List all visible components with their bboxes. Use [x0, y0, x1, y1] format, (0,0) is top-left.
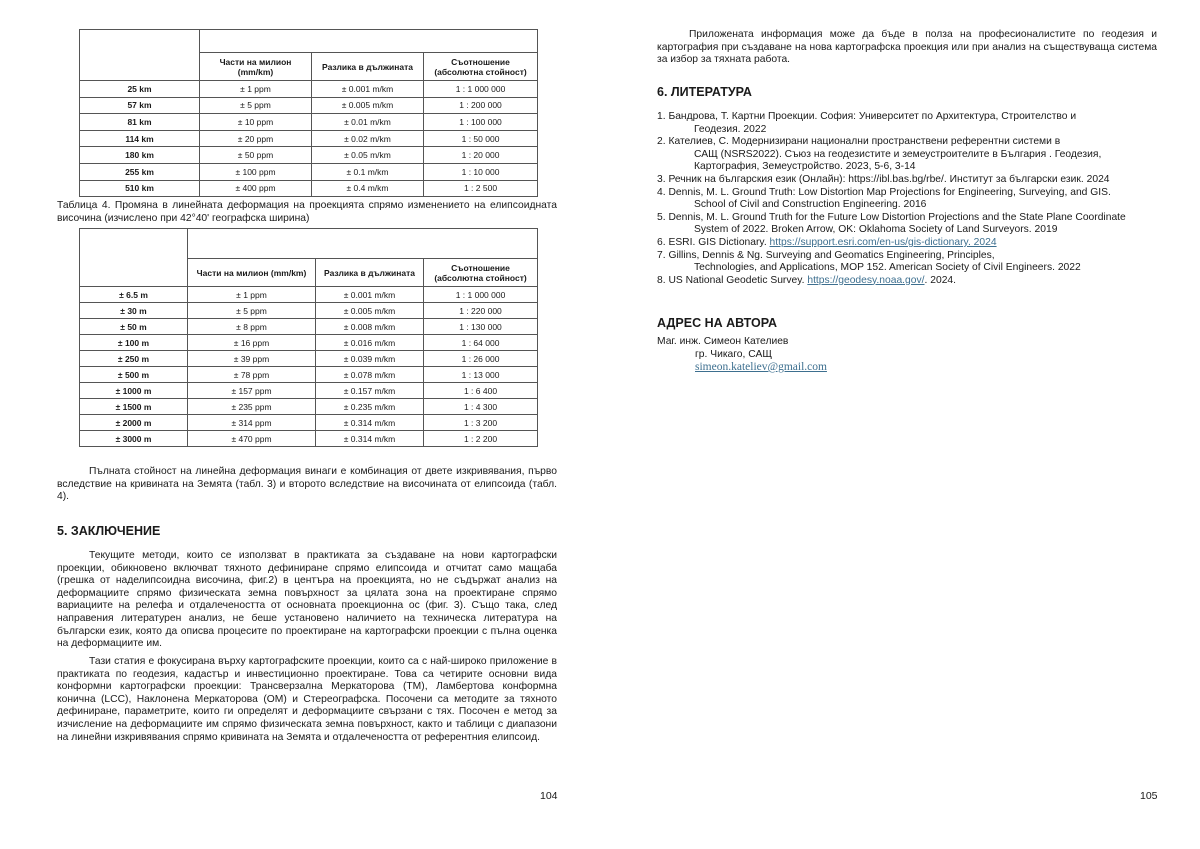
author-city: гр. Чикаго, САЩ	[695, 349, 772, 360]
row-header-cell: ± 1000 m	[80, 383, 188, 399]
reference-text: 6. ESRI. GIS Dictionary.	[657, 236, 770, 248]
table-row	[80, 319, 538, 335]
table-row	[80, 81, 538, 98]
reference-item	[657, 250, 1157, 275]
section-heading: 6. ЛИТЕРАТУРА	[657, 85, 752, 99]
table-cell: 1 : 2 500	[424, 180, 538, 197]
reference-continuation: System of 2022. Broken Arrow, OK: Oklahoma Society of Land Surveyors. 2019	[694, 224, 1058, 236]
body-paragraph: Текущите методи, които се използват в практиката за създаване на нови картографски проекции, обикновено включват тяхното дефиниране спрямо елипсоида и отчитат само мащаба (грешка от наделипсоидна височина, фиг.2) в центъра на проекцията, но не съдържат анализ на деформациите спрямо физическата земна повърхност за цялата зона на проектиране спрямо вариациите на релефа и отдалечеността от основната проекционна ос (фиг. 3). Също така, след направения литературен анализ, не беше установено наличието на техническа литература на български език, която да описва процесите по проектиране на картографски проекции с пълна оценка на деформациите им.	[57, 550, 557, 650]
table-cell: ± 0.005 m/km	[316, 303, 424, 319]
reference-continuation: Геодезия. 2022	[694, 123, 767, 135]
table-cell: 1 : 200 000	[424, 97, 538, 114]
table-cell: ± 0.314 m/km	[316, 431, 424, 447]
table-header: Разлика в дължината	[316, 259, 424, 287]
table-cell: ± 0.1 m/km	[312, 163, 424, 180]
row-header-cell: 255 km	[80, 163, 200, 180]
table-header: Части на милион (mm/km)	[188, 259, 316, 287]
table-cell: 1 : 3 200	[424, 415, 538, 431]
row-header-cell: 57 km	[80, 97, 200, 114]
table-row	[80, 130, 538, 147]
table-cell: ± 0.02 m/km	[312, 130, 424, 147]
table-cell: ± 0.078 m/km	[316, 367, 424, 383]
table-cell: ± 1 ppm	[200, 81, 312, 98]
reference-list	[657, 111, 1157, 287]
table-row	[80, 431, 538, 447]
reference-continuation: School of Civil and Construction Engineering. 2016	[694, 199, 927, 211]
table-cell: 1 : 1 000 000	[424, 287, 538, 303]
body-paragraph: Пълната стойност на линейна деформация винаги е комбинация от двете изкривявания, първо вследствие на кривината на Земята (табл. 3) и второто вследствие на височината от елипсоида (табл. 4).	[57, 466, 557, 503]
section-heading: 5. ЗАКЛЮЧЕНИЕ	[57, 524, 161, 538]
reference-text: 4. Dennis, M. L. Ground Truth: Low Distortion Map Projections for Engineering, Surveying, and GIS.	[657, 186, 1111, 198]
table-cell: 1 : 2 200	[424, 431, 538, 447]
table-cell: ± 235 ppm	[188, 399, 316, 415]
reference-text: 7. Gillins, Dennis & Ng. Surveying and Geomatics Engineering, Principles,	[657, 249, 995, 261]
table-row	[80, 163, 538, 180]
table-cell: ± 400 ppm	[200, 180, 312, 197]
table-cell: ± 50 ppm	[200, 147, 312, 164]
table-cell: 1 : 220 000	[424, 303, 538, 319]
row-header-cell: ± 50 m	[80, 319, 188, 335]
table-cell: 1 : 6 400	[424, 383, 538, 399]
row-header-cell: ± 500 m	[80, 367, 188, 383]
table-header: Съотношение (абсолютна стойност)	[424, 53, 538, 81]
table-row	[80, 114, 538, 131]
reference-text: 2. Кателиев, С. Модернизирани национални пространствени референтни системи в	[657, 136, 1061, 148]
table-4	[79, 228, 538, 447]
row-header-cell: ± 6.5 m	[80, 287, 188, 303]
reference-text: 8. US National Geodetic Survey.	[657, 274, 808, 286]
table-cell: ± 470 ppm	[188, 431, 316, 447]
page-number: 104	[540, 790, 558, 802]
table-header: Разлика в дължината	[312, 53, 424, 81]
table-cell: 1 : 26 000	[424, 351, 538, 367]
row-header-cell: ± 3000 m	[80, 431, 188, 447]
reference-item	[657, 275, 1157, 288]
table-row	[80, 415, 538, 431]
row-header-cell: 114 km	[80, 130, 200, 147]
table-row	[80, 97, 538, 114]
row-header-cell: ± 30 m	[80, 303, 188, 319]
table-row	[80, 383, 538, 399]
table-cell: ± 0.001 m/km	[312, 81, 424, 98]
reference-text: 3. Речник на българския език (Онлайн): https://ibl.bas.bg/rbe/. Институт за български език. 2024	[657, 173, 1110, 185]
reference-link[interactable]: https://support.esri.com/en-us/gis-dictionary. 2024	[769, 236, 997, 248]
table-cell: ± 0.157 m/km	[316, 383, 424, 399]
table-cell: ± 5 ppm	[188, 303, 316, 319]
table-cell: ± 0.016 m/km	[316, 335, 424, 351]
table-cell: 1 : 10 000	[424, 163, 538, 180]
table-cell: ± 0.314 m/km	[316, 415, 424, 431]
author-name: Маг. инж. Симеон Кателиев	[657, 336, 789, 347]
table-row	[80, 303, 538, 319]
table-row	[80, 399, 538, 415]
table-cell: ± 8 ppm	[188, 319, 316, 335]
row-header-cell: 81 km	[80, 114, 200, 131]
table-cell: ± 314 ppm	[188, 415, 316, 431]
row-header-cell: ± 100 m	[80, 335, 188, 351]
table-row	[80, 367, 538, 383]
body-paragraph: Приложената информация може да бъде в полза на професионалистите по геодезия и картография при създаване на нова картографска проекция или при анализ на съществуваща система за избор за тяхната работа.	[657, 29, 1157, 66]
table-cell: ± 0.005 m/km	[312, 97, 424, 114]
table-cell: 1 : 13 000	[424, 367, 538, 383]
author-email-link[interactable]: simeon.kateliev@gmail.com	[695, 361, 827, 373]
row-header-cell: ± 1500 m	[80, 399, 188, 415]
table-cell: 1 : 1 000 000	[424, 81, 538, 98]
table-cell: ± 1 ppm	[188, 287, 316, 303]
table-header: Части на милион (mm/km)	[200, 53, 312, 81]
table-row	[80, 287, 538, 303]
table-cell: ± 0.05 m/km	[312, 147, 424, 164]
table-cell: ± 16 ppm	[188, 335, 316, 351]
reference-continuation: САЩ (NSRS2022). Съюз на геодезистите и земеустроителите в България . Геодезия,	[694, 148, 1102, 160]
reference-item	[657, 111, 1157, 136]
reference-item	[657, 136, 1157, 174]
table-cell: ± 10 ppm	[200, 114, 312, 131]
table-header: Съотношение (абсолютна стойност)	[424, 259, 538, 287]
row-header-cell: ± 2000 m	[80, 415, 188, 431]
table-row	[80, 351, 538, 367]
table-cell: ± 78 ppm	[188, 367, 316, 383]
table-cell: 1 : 20 000	[424, 147, 538, 164]
table-cell: ± 0.008 m/km	[316, 319, 424, 335]
table-cell: ± 0.01 m/km	[312, 114, 424, 131]
row-header-cell: 180 km	[80, 147, 200, 164]
table-4-caption: Таблица 4. Промяна в линейната деформация на проекцията спрямо изменението на елипсоидната височина (изчислено при 42°40' географска ширина)	[57, 200, 557, 224]
table-cell: 1 : 64 000	[424, 335, 538, 351]
table-cell: ± 5 ppm	[200, 97, 312, 114]
reference-item	[657, 212, 1157, 237]
reference-text: 1. Бандрова, Т. Картни Проекции. София: Университет по Архитектура, Строителство и	[657, 111, 1077, 122]
table-cell: 1 : 50 000	[424, 130, 538, 147]
table-cell: ± 0.001 m/km	[316, 287, 424, 303]
row-header-cell: 510 km	[80, 180, 200, 197]
right-page	[600, 0, 1200, 849]
reference-item	[657, 174, 1157, 187]
author-address	[657, 335, 827, 374]
table-cell: ± 157 ppm	[188, 383, 316, 399]
table-cell: 1 : 100 000	[424, 114, 538, 131]
table-cell: ± 0.039 m/km	[316, 351, 424, 367]
table-row	[80, 147, 538, 164]
body-paragraph: Тази статия е фокусирана върху картографските проекции, които са с най-широко приложение в практиката по геодезия, кадастър и инвестиционно проектиране. Това са четирите основни вида конформни картографски проекции: Трансверзална Меркаторова (ТМ), Ламбертова конформна конична (LCC), Наклонена Меркаторова (ОМ) и Стереографска. Посочени са методите за тяхното дефиниране, параметрите, които ги определят и деформациите свързани с тях. Посочен е метод за изчисление на деформациите им спрямо физическата земна повърхност, както и таблици с диапазони на линейни изкривявания спрямо кривината на Земята и отдалечеността от референтния елипсоид.	[57, 656, 557, 743]
table-cell: ± 0.4 m/km	[312, 180, 424, 197]
reference-continuation: Technologies, and Applications, MOP 152. American Society of Civil Engineers. 2022	[694, 262, 1081, 274]
table-cell: 1 : 130 000	[424, 319, 538, 335]
reference-link[interactable]: https://geodesy.noaa.gov/	[807, 274, 925, 286]
reference-item	[657, 187, 1157, 212]
page-number: 105	[1140, 790, 1158, 802]
table-row	[80, 335, 538, 351]
table-cell: 1 : 4 300	[424, 399, 538, 415]
table-row	[80, 180, 538, 197]
row-header-cell: 25 km	[80, 81, 200, 98]
row-header-cell: ± 250 m	[80, 351, 188, 367]
reference-continuation: Картография, Земеустройство. 2023, 5-6, 3-14	[694, 161, 916, 173]
table-cell: ± 100 ppm	[200, 163, 312, 180]
table-cell: ± 20 ppm	[200, 130, 312, 147]
section-heading: АДРЕС НА АВТОРА	[657, 316, 777, 330]
table-3	[79, 29, 538, 197]
table-cell: ± 39 ppm	[188, 351, 316, 367]
reference-text: . 2024.	[924, 274, 957, 286]
table-cell: ± 0.235 m/km	[316, 399, 424, 415]
reference-item	[657, 237, 1157, 250]
reference-text: 5. Dennis, M. L. Ground Truth for the Future Low Distortion Projections and the State Plane Coordinate	[657, 211, 1126, 223]
